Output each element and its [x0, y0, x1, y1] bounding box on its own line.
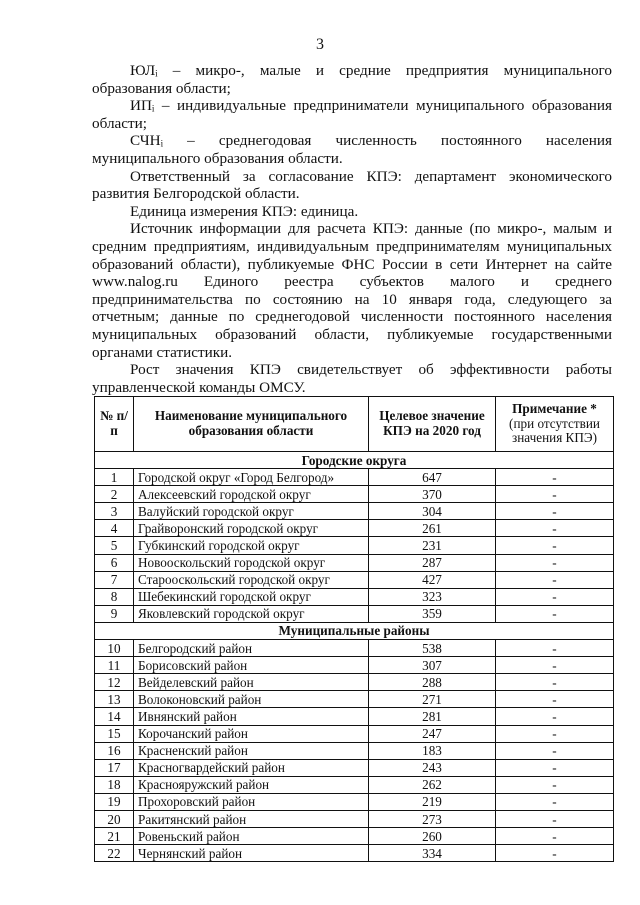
row-municipality-name: Чернянский район [134, 845, 369, 862]
table-row [95, 520, 614, 537]
table-row [95, 640, 614, 657]
row-municipality-name: Белгородский район [134, 640, 369, 657]
row-note: - [496, 828, 614, 845]
row-kpe-value: 231 [369, 537, 496, 554]
table-row [95, 588, 614, 605]
header-note-sub: (при отсутствии значения КПЭ) [509, 415, 600, 446]
growth-paragraph: Рост значения КПЭ свидетельствует об эффективности работы управленческой команды ОМСУ. [92, 361, 612, 396]
definition-chn: СЧНᵢ – среднегодовая численность постоянного населения муниципального образования области. [92, 132, 612, 167]
row-municipality-name: Грайворонский городской округ [134, 520, 369, 537]
row-municipality-name: Губкинский городской округ [134, 537, 369, 554]
row-municipality-name: Яковлевский городской округ [134, 605, 369, 622]
row-note: - [496, 845, 614, 862]
row-number: 5 [95, 537, 134, 554]
row-municipality-name: Прохоровский район [134, 793, 369, 810]
row-municipality-name: Красногвардейский район [134, 759, 369, 776]
table-row [95, 828, 614, 845]
row-note: - [496, 674, 614, 691]
table-row [95, 845, 614, 862]
section-urban-districts [95, 452, 614, 469]
row-number: 16 [95, 742, 134, 759]
row-number: 15 [95, 725, 134, 742]
row-kpe-value: 427 [369, 571, 496, 588]
responsible-paragraph: Ответственный за согласование КПЭ: департамент экономического развития Белгородской области. [92, 167, 612, 203]
table-row [95, 486, 614, 503]
row-municipality-name: Шебекинский городской округ [134, 588, 369, 605]
row-note: - [496, 708, 614, 725]
row-number: 4 [95, 520, 134, 537]
row-number: 18 [95, 776, 134, 793]
table-row [95, 537, 614, 554]
row-note: - [496, 486, 614, 503]
row-note: - [496, 520, 614, 537]
row-kpe-value: 183 [369, 742, 496, 759]
source-paragraph: Источник информации для расчета КПЭ: данные (по микро-, малым и средним предприятиям, индивидуальным предпринимателям муниципальных образований области), публикуемые ФНС России в сети Интернет на сайте www.nalog.ru Единого реестра субъектов малого и среднего предпринимательства по состоянию на 10 января года, следующего за отчетным; данные по среднегодовой численности постоянного населения муниципальных образований области, публикуемые государственными органами статистики. [92, 220, 612, 361]
row-municipality-name: Ракитянский район [134, 810, 369, 827]
row-number: 8 [95, 588, 134, 605]
row-municipality-name: Ивнянский район [134, 708, 369, 725]
row-note: - [496, 725, 614, 742]
section-label: Муниципальные районы [95, 622, 614, 639]
row-number: 12 [95, 674, 134, 691]
row-note: - [496, 571, 614, 588]
row-number: 11 [95, 657, 134, 674]
table-row [95, 708, 614, 725]
row-municipality-name: Алексеевский городской округ [134, 486, 369, 503]
row-municipality-name: Краснояружский район [134, 776, 369, 793]
row-note: - [496, 640, 614, 657]
row-note: - [496, 503, 614, 520]
row-municipality-name: Корочанский район [134, 725, 369, 742]
row-note: - [496, 759, 614, 776]
row-note: - [496, 776, 614, 793]
row-number: 9 [95, 605, 134, 622]
row-note: - [496, 742, 614, 759]
table-row [95, 776, 614, 793]
row-municipality-name: Городской округ «Город Белгород» [134, 469, 369, 486]
row-number: 1 [95, 469, 134, 486]
header-note [496, 397, 614, 452]
table-row [95, 691, 614, 708]
unit-paragraph: Единица измерения КПЭ: единица. [130, 202, 359, 220]
row-number: 3 [95, 503, 134, 520]
row-municipality-name: Валуйский городской округ [134, 503, 369, 520]
table-row [95, 674, 614, 691]
row-note: - [496, 810, 614, 827]
header-value: Целевое значение КПЭ на 2020 год [369, 397, 496, 452]
row-municipality-name: Ровеньский район [134, 828, 369, 845]
row-municipality-name: Новооскольский городской округ [134, 554, 369, 571]
kpe-table [94, 396, 614, 862]
row-kpe-value: 304 [369, 503, 496, 520]
body-text [92, 62, 612, 396]
table-row [95, 503, 614, 520]
row-municipality-name: Вейделевский район [134, 674, 369, 691]
row-number: 13 [95, 691, 134, 708]
row-number: 20 [95, 810, 134, 827]
table-row [95, 571, 614, 588]
row-note: - [496, 469, 614, 486]
row-note: - [496, 691, 614, 708]
row-number: 19 [95, 793, 134, 810]
row-kpe-value: 307 [369, 657, 496, 674]
row-kpe-value: 288 [369, 674, 496, 691]
section-label: Городские округа [95, 452, 614, 469]
row-note: - [496, 657, 614, 674]
row-kpe-value: 243 [369, 759, 496, 776]
definition-ip: ИПᵢ – индивидуальные предприниматели муниципального образования области; [92, 97, 612, 132]
row-note: - [496, 605, 614, 622]
row-kpe-value: 219 [369, 793, 496, 810]
table-row [95, 554, 614, 571]
row-kpe-value: 273 [369, 810, 496, 827]
table-row [95, 605, 614, 622]
row-note: - [496, 554, 614, 571]
row-note: - [496, 537, 614, 554]
section-municipal-districts [95, 622, 614, 639]
row-number: 2 [95, 486, 134, 503]
row-number: 14 [95, 708, 134, 725]
row-number: 10 [95, 640, 134, 657]
table-row [95, 725, 614, 742]
row-kpe-value: 647 [369, 469, 496, 486]
header-name: Наименование муниципального образования области [134, 397, 369, 452]
table-row [95, 759, 614, 776]
page-number: 3 [316, 36, 324, 53]
table-body [95, 452, 614, 862]
row-municipality-name: Борисовский район [134, 657, 369, 674]
row-note: - [496, 793, 614, 810]
definition-ul: ЮЛᵢ – микро-, малые и средние предприятия муниципального образования области; [92, 62, 612, 97]
row-kpe-value: 538 [369, 640, 496, 657]
table-row [95, 810, 614, 827]
row-number: 17 [95, 759, 134, 776]
row-note: - [496, 588, 614, 605]
row-kpe-value: 262 [369, 776, 496, 793]
table-row [95, 657, 614, 674]
row-kpe-value: 281 [369, 708, 496, 725]
row-number: 6 [95, 554, 134, 571]
table-row [95, 793, 614, 810]
row-kpe-value: 323 [369, 588, 496, 605]
header-num: № п/п [95, 397, 134, 452]
row-municipality-name: Волоконовский район [134, 691, 369, 708]
row-number: 7 [95, 571, 134, 588]
row-kpe-value: 287 [369, 554, 496, 571]
row-number: 22 [95, 845, 134, 862]
row-kpe-value: 370 [369, 486, 496, 503]
row-kpe-value: 334 [369, 845, 496, 862]
table-row [95, 469, 614, 486]
table-header-row [95, 397, 614, 452]
row-municipality-name: Красненский район [134, 742, 369, 759]
row-kpe-value: 261 [369, 520, 496, 537]
row-number: 21 [95, 828, 134, 845]
row-kpe-value: 271 [369, 691, 496, 708]
row-kpe-value: 359 [369, 605, 496, 622]
row-kpe-value: 260 [369, 828, 496, 845]
row-municipality-name: Старооскольский городской округ [134, 571, 369, 588]
row-kpe-value: 247 [369, 725, 496, 742]
header-note-title: Примечание * [512, 401, 597, 417]
table-row [95, 742, 614, 759]
